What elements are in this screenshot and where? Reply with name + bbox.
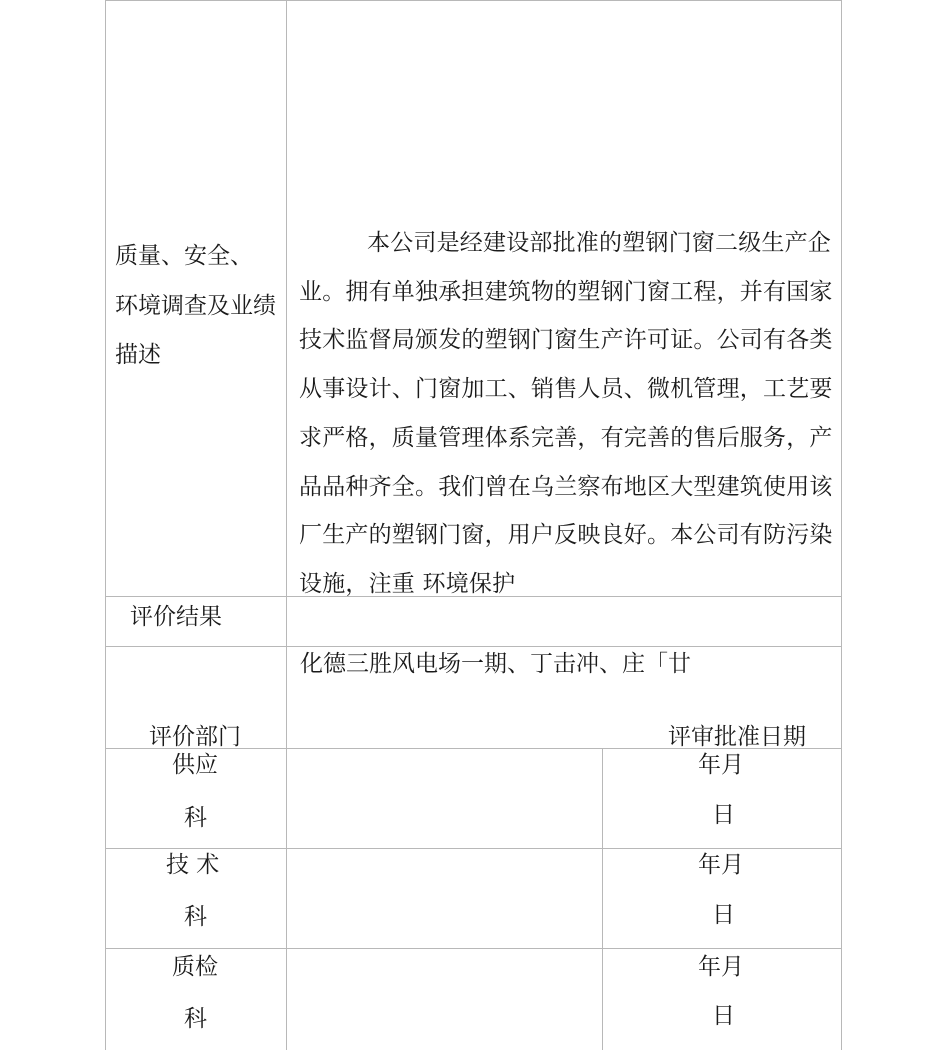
dept-qc-date-bottom: 日: [712, 1003, 735, 1029]
column-divider: [286, 0, 287, 1050]
row-divider-2: [105, 646, 842, 647]
row-divider-5: [105, 948, 842, 949]
dept-supply-name-top: 供应: [172, 752, 218, 778]
dept-qc-date-top: 年月: [698, 954, 744, 980]
project-text: 化德三胜风电场一期、丁击冲、庄「廿: [300, 651, 691, 677]
date-column-divider: [602, 748, 603, 1050]
dept-tech-name-top: 技 术: [166, 852, 220, 878]
table-border-left: [105, 0, 106, 1050]
dept-tech-name-bottom: 科: [184, 904, 207, 930]
table-border-top: [105, 0, 842, 1]
dept-tech-date-bottom: 日: [712, 902, 735, 928]
dept-supply-name-bottom: 科: [184, 805, 207, 831]
evaluation-dept-label: 评价部门: [149, 724, 241, 750]
quality-section-label: [115, 232, 276, 381]
row-divider-4: [105, 848, 842, 849]
dept-supply-date-bottom: 日: [712, 802, 735, 828]
dept-supply-date-top: 年月: [698, 752, 744, 778]
approval-date-label: 评审批准日期: [668, 724, 806, 750]
quality-description: 本公司是经建设部批准的塑钢门窗二级生产企业。拥有单独承担建筑物的塑钢门窗工程，并有国家技术监督局颁发的塑钢门窗生产许可证。公司有各类从事设计、门窗加工、销售人员、微机管理，工艺要求严格，质量管理体系完善，有完善的售后服务，产品品种齐全。我们曾在乌兰察布地区大型建筑使用该厂生产的塑钢门窗，用户反映良好。本公司有防污染设施，注重 环境保护: [299, 230, 833, 597]
quality-label-line-1: 质量、安全、: [115, 243, 253, 269]
dept-tech-date-top: 年月: [698, 852, 744, 878]
dept-qc-name-top: 质检: [172, 954, 218, 980]
quality-label-line-3: 描述: [115, 342, 161, 368]
evaluation-result-label: 评价结果: [130, 604, 222, 630]
dept-qc-name-bottom: 科: [184, 1006, 207, 1032]
quality-label-line-2: 环境调查及业绩: [115, 292, 276, 319]
